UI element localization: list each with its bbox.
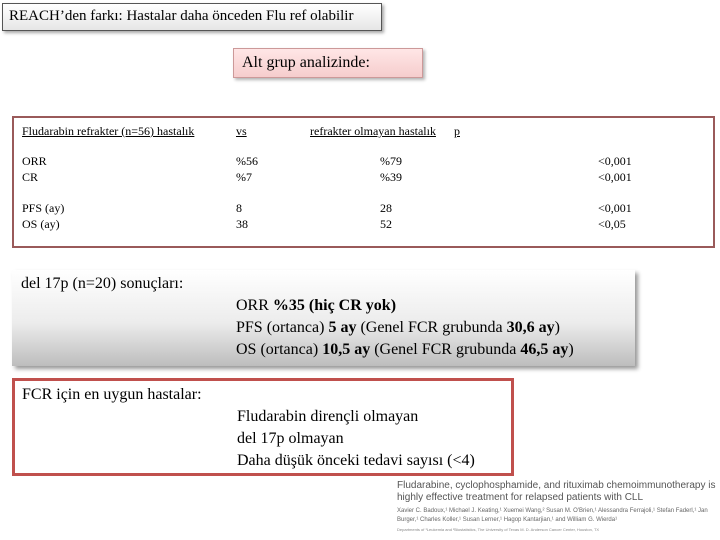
paper-affiliation: Departments of ¹Leukemia and ²Biostatistics, The University of Texas M. D. Anderson Cancer Center, Houston, TX	[397, 527, 600, 532]
del17p-orr-line	[236, 297, 396, 315]
os-overall-value: 46,5 ay	[520, 341, 569, 358]
pfs-overall-value: 30,6 ay	[506, 319, 555, 336]
row-p-value: <0,001	[598, 201, 632, 215]
subgroup-heading: Alt grup analizinde:	[233, 48, 423, 78]
os-mid: (Genel FCR grubunda	[370, 341, 521, 358]
pfs-label: PFS (ortanca)	[236, 319, 329, 336]
header-vs: vs	[236, 124, 247, 138]
header-refractory: Fludarabin refrakter (n=56) hastalık	[22, 124, 195, 138]
fcr-panel	[12, 378, 514, 476]
header-nonrefractory: refrakter olmayan hastalık	[310, 124, 436, 138]
row-value: 28	[380, 201, 392, 215]
row-value: %7	[236, 170, 252, 184]
row-p-value: <0,001	[598, 154, 632, 168]
paper-authors: Xavier C. Badoux,¹ Michael J. Keating,¹ Xuemei Wang,² Susan M. O'Brien,¹ Alessandra Ferrajoli,¹ Stefan Faderl,¹ Jan Burger,¹ Charles Koller,¹ Susan Lerner,¹ Hagop Kantarjian,¹ and William G. Wierda¹	[397, 508, 708, 523]
results-table	[12, 116, 715, 248]
fcr-criterion: del 17p olmayan	[237, 430, 344, 447]
pfs-value: 5 ay	[328, 319, 357, 336]
del17p-title: del 17p (n=20) sonuçları:	[21, 275, 184, 292]
del17p-os-line	[236, 341, 574, 359]
row-p-value: <0,001	[598, 170, 632, 184]
del17p-pfs-line	[236, 319, 560, 337]
row-value: 38	[236, 217, 248, 231]
paper-citation-image	[397, 480, 717, 538]
row-label: OS (ay)	[22, 217, 60, 231]
row-value: 8	[236, 201, 242, 215]
paper-title: Fludarabine, cyclophosphamide, and rituximab chemoimmunotherapy is highly effective treatment for relapsed patients with CLL	[397, 480, 716, 503]
orr-value: %35 (hiç CR yok)	[272, 297, 397, 314]
orr-label: ORR	[236, 297, 273, 314]
pfs-mid: (Genel FCR grubunda	[356, 319, 507, 336]
del17p-panel	[12, 270, 635, 366]
row-value: 52	[380, 217, 392, 231]
fcr-criterion: Daha düşük önceki tedavi sayısı (<4)	[237, 452, 475, 469]
os-value: 10,5 ay	[322, 341, 371, 358]
os-end: )	[568, 341, 574, 358]
row-value: %39	[380, 170, 402, 184]
row-label: CR	[22, 170, 39, 184]
pfs-end: )	[554, 319, 560, 336]
row-value: %56	[236, 154, 258, 168]
row-p-value: <0,05	[598, 217, 626, 231]
fcr-criterion: Fludarabin dirençli olmayan	[237, 408, 419, 425]
os-label: OS (ortanca)	[236, 341, 323, 358]
header-p: p	[454, 124, 460, 138]
slide-title: REACH’den farkı: Hastalar daha önceden Flu ref olabilir	[2, 3, 382, 31]
row-label: PFS (ay)	[22, 201, 65, 215]
row-label: ORR	[22, 154, 47, 168]
row-value: %79	[380, 154, 402, 168]
fcr-title: FCR için en uygun hastalar:	[22, 386, 202, 403]
